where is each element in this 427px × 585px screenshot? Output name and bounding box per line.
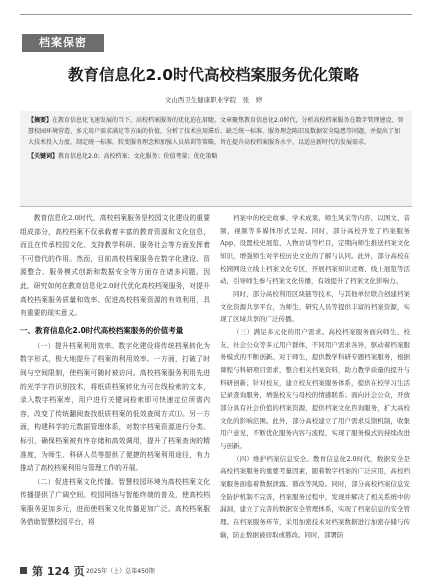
author-affiliation: 文山西卫生健康职业学院 张 婷 — [164, 96, 263, 104]
paragraph-culture-share: 同时，部分高校利用区块链等技术，与其他单位联合创建档案文化资源共享平台，为师生、研究人员等提供丰富的档案资源，实现了区域共享的广泛传播。 — [220, 290, 410, 324]
keywords-label: 【关键词】 — [28, 153, 59, 160]
article-title: 教育信息化2.0时代高校档案服务优化策略 — [68, 66, 359, 84]
section-tag: 档案保密 — [22, 34, 104, 52]
abstract — [28, 115, 404, 148]
page-footer — [20, 563, 412, 579]
issue-info: 2025年（上）总第450期 — [86, 568, 155, 575]
footer-square-icon — [20, 567, 27, 574]
intro-paragraph: 教育信息化2.0时代，高校档案服务是校园文化建设的重要组成部分，高校档案不仅承载着丰富的教育资源和文化信息，而且在传承校园文化、支持教学科研、服务社会等方面发挥着不可替代的作用。然而，目前高校档案服务在数字化建设、资源整合、服务模式创新和数据安全等方面存在诸多问题。因此，研究如何在教育信息化2.0时代优化高校档案服务，对提升高校档案服务质量和效率、促进高校档案资源的有效利用，具有重要的现实意义。 — [20, 214, 210, 318]
paragraph-culture: （二）促进档案文化传播。智慧校园环境为高校档案文化传播提供了广阔空间。校园网络与智能终端的普及，使高校档案服务更加多元，进而使档案文化传播更加广泛。高校档案服务借助智慧校园平台，将 — [20, 477, 210, 527]
abstract-label: 【摘要】 — [28, 117, 53, 124]
paragraph-efficiency: （一）提升档案利用效率。数字化建设将传统档案转化为数字形式，极大地提升了档案的利用效率。一方面，打破了时间与空间限制，使档案可随时被访问。高校档案服务利用先进的光学字符识别技术，将纸质档案转化为可在线检索的文本，录入数字档案库，用户进行关键词检索即可快速定位所需内容，改变了传统翻阅查找纸质档案的低效查阅方式⑴。另一方面，构建科学的元数据管理体系，对数字档案资源进行分类、标引，确保档案被有序存储和高效调用，提升了档案查询的精准度，为师生、科研人员等提供了便捷的档案利用途径，有力推动了高校档案利用与管理工作的开展。 — [20, 341, 210, 473]
right-column — [220, 212, 410, 541]
keywords — [28, 151, 404, 162]
divider — [20, 206, 412, 207]
keywords-text: 教育信息化2.0；高校档案；文化服务；价值考量；优化策略 — [58, 153, 218, 160]
paragraph-users: （三）满足多元化的用户需求。高校档案服务面向师生、校友、社会公众等多元用户群体，不同用户需求各异，驱动着档案服务模式的不断创新。对于师生，提供教学科研专题档案服务，根据课程与科研项目需求，整合相关档案资料，助力教学质量的提升与科研创新；针对校友，建立校友档案服务体系，提供在校学习生活记录查询服务，增强校友与母校的情感联系；面向社会公众，开放部分具有社会价值的档案资源，提供档案文化咨询服务，扩大高校文化的影响范围。此外，部分高校建立了用户需求反馈机制，收集用户意见，不断优化服务内容与流程，实现了服务模式的持续改进与创新。 — [220, 328, 410, 451]
top-rule — [20, 14, 412, 15]
page-number: 第 124 页 — [32, 565, 85, 578]
paragraph-security: （四）维护档案信息安全。教育信息化2.0时代，数据安全是高校档案服务的重要考量因素，随着数字档案的广泛应用，高校档案服务面临着数据泄露、篡改等风险。同时，部分高校档案信息安全防护机制不完善，档案服务过程中，发现并解决了相关系统中的漏洞，建立了完善的数据安全管理体系，实现了档案信息的安全管理。在档案服务环节，采用加密技术对档案数据进行加密存储与传输，防止数据被窃取或篡改。同时，部署防 — [220, 454, 410, 539]
abstract-box — [20, 111, 412, 206]
abstract-text: 在教育信息化飞速发展的当下，高校档案服务的优化迫在眉睫。文章聚焦教育信息化2.0时代，分析高校档案服务在数字管理建设、智慧校园环境营造、多元用户需求满足等方面的价值，分析了技术应用滞后、缺乏统一标准、服务理念陈旧及数据安全隐患等问题，并提出了加大技术投入力度、制定统一标准、转变服务理念和加强人员培训等策略，旨在提升高校档案服务水平，以适应新时代的发展需求。 — [28, 117, 404, 146]
left-column — [20, 212, 210, 530]
section-heading-1: 一、教育信息化2.0时代高校档案服务的价值考量 — [20, 325, 184, 335]
paragraph-culture-cont: 档案中的校史故事、学术成果、师生风采等内容，以图文、音频、视频等多媒体形式呈现。同时，部分高校开发了档案服务App，设置校史展览、人物访谈等栏目，定期向师生推送档案文化知识，增强师生对学校历史文化的了解与认同。此外，部分高校在校园网设立线上档案文化专区，开展档案知识竞赛、线上展览等活动，引导师生参与档案文化传播，有效提升了档案文化影响力。 — [220, 214, 410, 286]
